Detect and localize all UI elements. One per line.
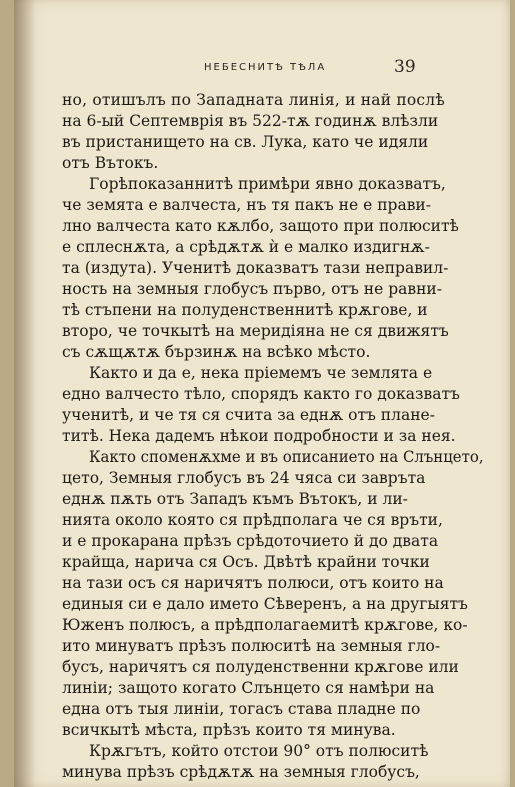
text-line: Както и да е, нека пріемемъ че землята е xyxy=(89,364,433,382)
text-line: лно валчеста като кѫлбо, защото при полюситѣ xyxy=(62,217,459,235)
text-line: е сплеснѫта, а срѣдѫтѫ ѝ е малко издигнѫ- xyxy=(62,238,430,256)
text-line: едно валчесто тѣло, спорядъ както го доказватъ xyxy=(62,385,460,403)
text-line: Крѫгътъ, който отстои 90° отъ полюситѣ xyxy=(89,742,429,760)
text-line: въ пристанището на св. Лука, като че идяли xyxy=(62,133,429,151)
text-line: съ сѫщѫтѫ бързинѫ на всѣко мѣсто. xyxy=(62,343,371,361)
text-line: на 6-ый Септемврія въ 522-тѫ годинѫ влѣзли xyxy=(62,112,439,130)
text-line: минува прѣзъ срѣдѫтѫ на земныя глобусъ, xyxy=(62,763,420,781)
page-number: 39 xyxy=(394,57,416,77)
text-line: единыя си е дало името Сѣверенъ, а на другыятъ xyxy=(62,595,468,613)
running-title: НЕБЕСНИТѢ ТѢЛА xyxy=(204,62,327,73)
text-line: тѣ стъпени на полуденственнитѣ крѫгове, и xyxy=(62,301,428,319)
text-line: нията около която ся прѣдполага че ся връти, xyxy=(62,511,443,529)
binding-shadow xyxy=(14,0,36,787)
text-line: всичкытѣ мѣста, прѣзъ които тя минува. xyxy=(62,721,396,739)
text-line: та (издута). Ученитѣ доказватъ тази неправил- xyxy=(62,259,449,277)
text-line: второ, че точкытѣ на меридіяна не ся движятъ xyxy=(62,322,449,340)
text-line: Горѣпоказаннитѣ примѣри явно доказватъ, xyxy=(89,175,446,193)
text-line: еднѫ пѫть отъ Западъ къмъ Вътокъ, и ли- xyxy=(62,490,408,508)
text-line: крайща, нарича ся Осъ. Двѣтѣ крайни точки xyxy=(62,553,430,571)
text-line: ученитѣ, и че тя ся счита за еднѫ отъ плане- xyxy=(62,406,435,424)
text-line: ность на земныя глобусъ първо, отъ не равни- xyxy=(62,280,442,298)
text-line: титѣ. Нека дадемъ нѣкои подробности и за нея. xyxy=(62,427,456,445)
text-line: една отъ тыя линіи, тогасъ става пладне по xyxy=(62,700,421,718)
text-line: цето, Земныя глобусъ въ 24 чяса си завръта xyxy=(62,469,426,487)
text-line: Както споменѫхме и въ описанието на Слънцето, xyxy=(89,448,484,466)
book-page xyxy=(14,0,510,787)
text-line: на тази осъ ся наричятъ полюси, отъ които на xyxy=(62,574,444,592)
text-line: че земята е валчеста, нъ тя пакъ не е прави- xyxy=(62,196,432,214)
text-line: ито минуватъ прѣзъ полюситѣ на земныя гло- xyxy=(62,637,441,655)
text-line: линіи; защото когато Слънцето ся намѣри на xyxy=(62,679,435,697)
text-line: отъ Вътокъ. xyxy=(62,154,159,172)
text-line: бусъ, наричятъ ся полуденственни крѫгове или xyxy=(62,658,459,676)
text-line: и е прокарана прѣзъ срѣдоточието й до двата xyxy=(62,532,439,550)
text-line: но, отишълъ по Западната линія, и най послѣ xyxy=(62,91,445,109)
text-line: Юженъ полюсъ, а прѣдполагаемитѣ крѫгове, ко- xyxy=(62,616,468,634)
page-header xyxy=(14,57,510,84)
